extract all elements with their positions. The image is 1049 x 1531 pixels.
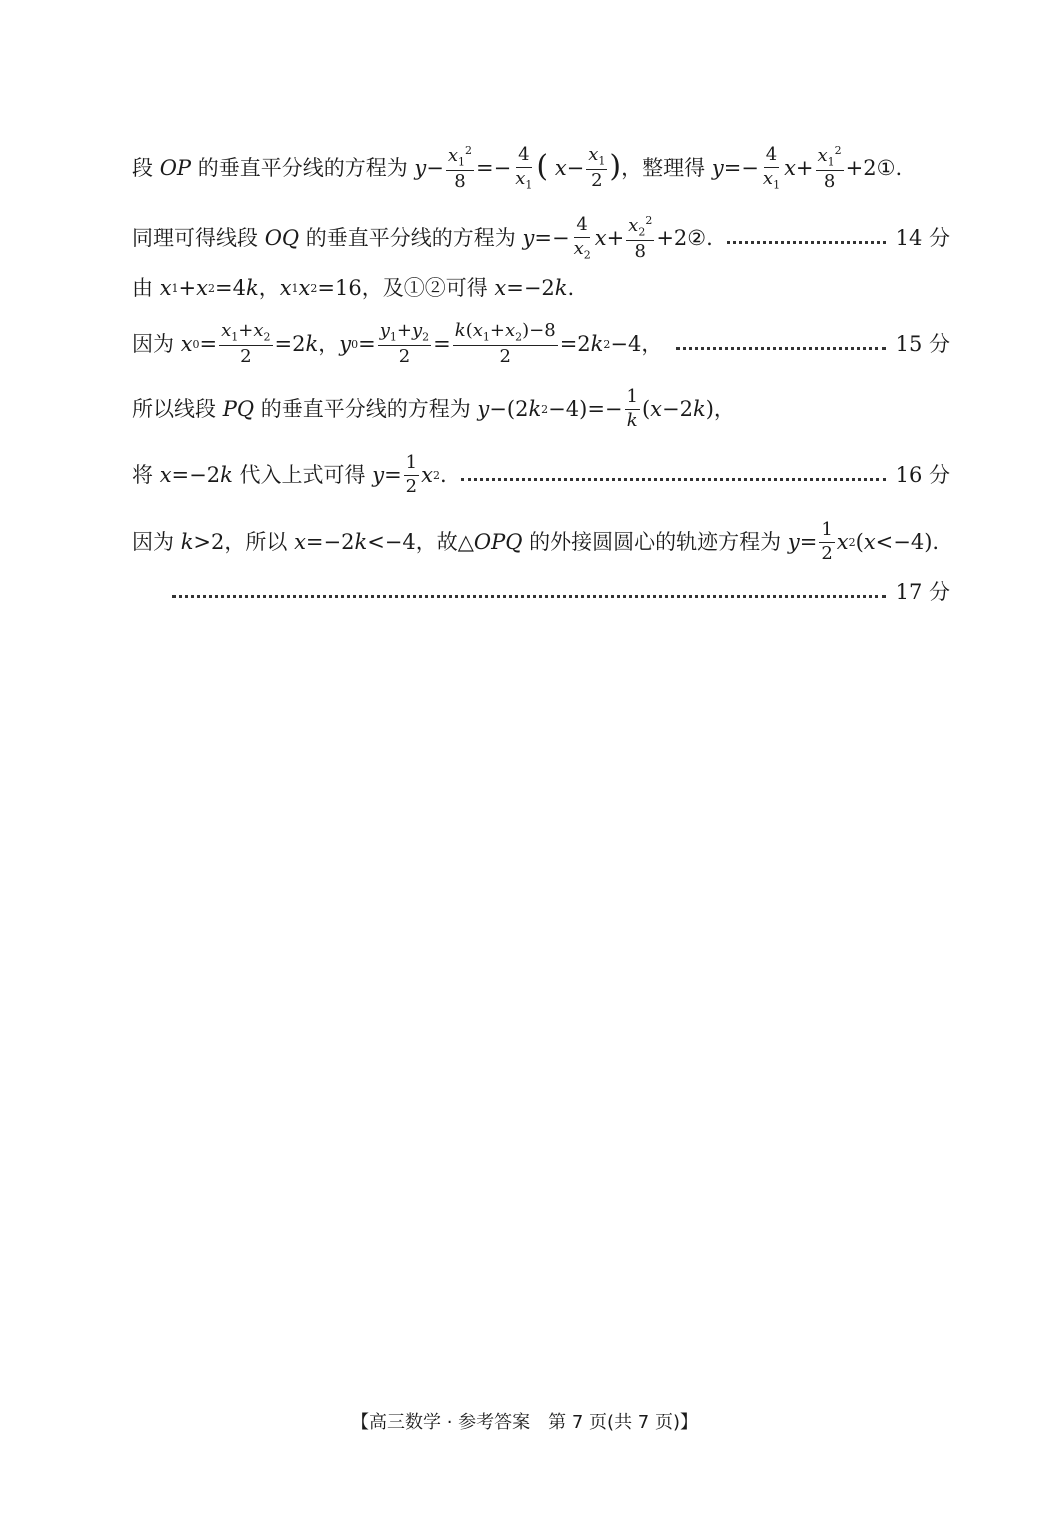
dotted-leader [172, 595, 886, 598]
dotted-leader [461, 478, 886, 481]
dotted-leader [727, 241, 886, 244]
score-label: 17 分 [895, 580, 950, 604]
line-5: 所以线段 PQ 的垂直平分线的方程为 y −(2 k 2 −4)=− $\frac{1}{k}$ ( x −2 k )， [132, 386, 735, 431]
line-8 [172, 582, 950, 603]
dotted-leader [676, 347, 885, 350]
page-footer: 【高三数学 · 参考答案 第 7 页(共 7 页)】 [351, 1412, 698, 1433]
score-label: 16 分 [895, 462, 950, 487]
score-label: 14 分 [895, 226, 950, 251]
line-1: 段 OP 的垂直平分线的方程为 y − $\frac{x_1^2}{8}$ =− $\frac{4}{x_1}$ ( x − $\frac{x_1}{2}$ ) ，整理得 y =− $\frac{4}{x_1}$ x + $\frac{x_1^2}{8}$ +2①. [132, 144, 903, 193]
line-4: 因为 x 0 = $\frac{x_1+x_2}{2}$ =2 k ， y 0 = $\frac{y_1+y_2}{2}$ = $\frac{k(x_1+x_2)-8}{2}$ =2 k 2 −4， 15 分 [132, 320, 950, 368]
line-3: 由 x 1 + x 2 =4 k ， x 1 x 2 =16，及①②可得 x =−2 k . [132, 276, 575, 300]
score-label: 15 分 [895, 332, 950, 357]
line-7: 因为 k >2，所以 x =−2 k <−4，故△ OPQ 的外接圆圆心的轨迹方程为 y = $\frac{1}{2}$ x 2 ( x <−4). [132, 519, 940, 564]
line-2: 同理可得线段 OQ 的垂直平分线的方程为 y =− $\frac{4}{x_2}$ x + $\frac{x_2^2}{8}$ +2②. 14 分 [132, 214, 950, 263]
line-6: 将 x =−2 k 代入上式可得 y = $\frac{1}{2}$ x 2 . 16 分 [132, 452, 950, 497]
